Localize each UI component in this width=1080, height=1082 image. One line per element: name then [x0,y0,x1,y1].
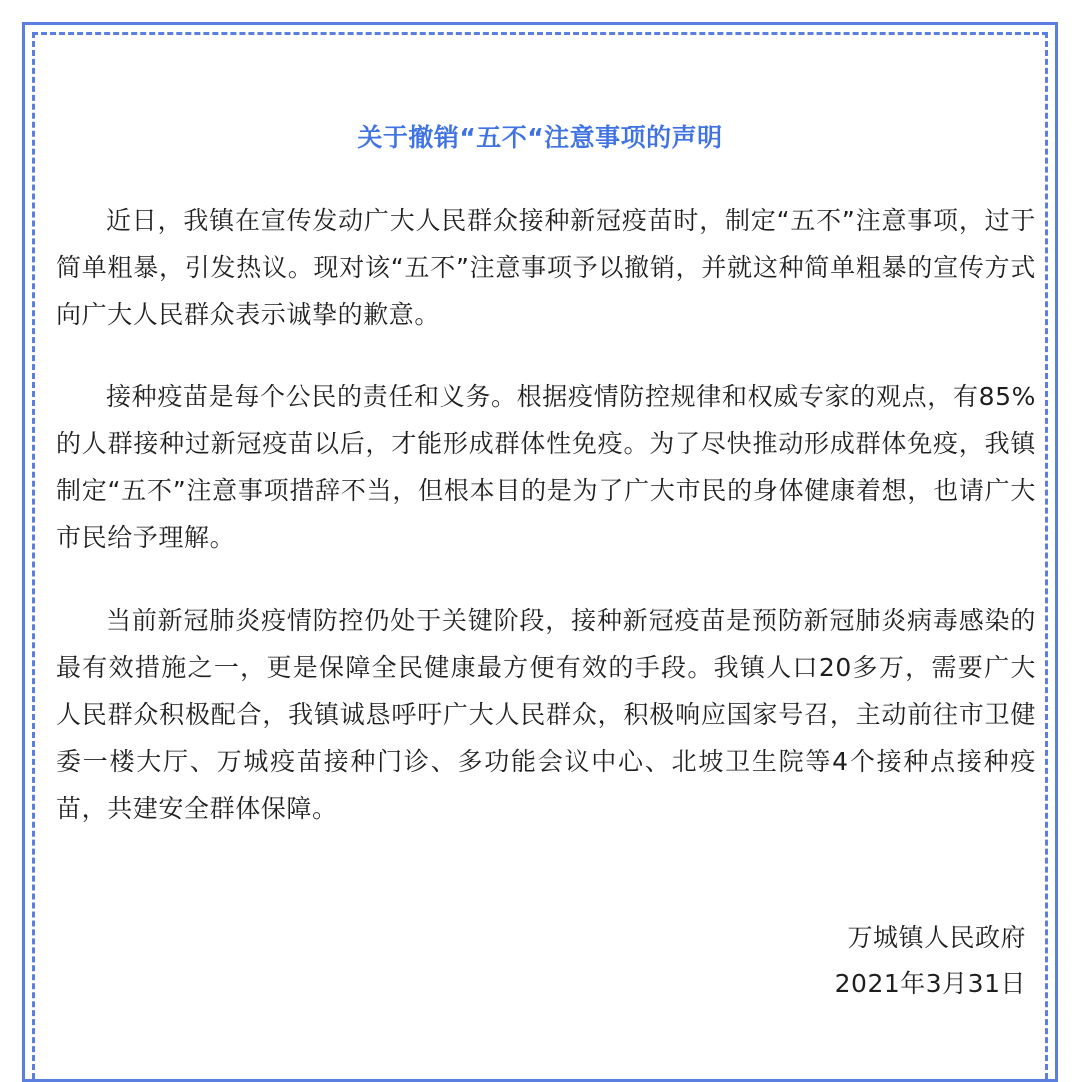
signature-organization: 万城镇人民政府 [847,923,1026,952]
paragraph-1: 近日，我镇在宣传发动广大人民群众接种新冠疫苗时，制定“五不”注意事项，过于简单粗暴，引发热议。现对该“五不”注意事项予以撤销，并就这种简单粗暴的宣传方式向广大人民群众表示诚挚的歉意。 [56,206,1036,329]
paragraph-2: 接种疫苗是每个公民的责任和义务。根据疫情防控规律和权威专家的观点，有85%的人群接种过新冠疫苗以后，才能形成群体性免疫。为了尽快推动形成群体免疫，我镇制定“五不”注意事项措辞不当，但根本目的是为了广大市民的身体健康着想，也请广大市民给予理解。 [56,382,1036,552]
paragraph-3: 当前新冠肺炎疫情防控仍处于关键阶段，接种新冠疫苗是预防新冠肺炎病毒感染的最有效措施之一，更是保障全民健康最方便有效的手段。我镇人口20多万，需要广大人民群众积极配合，我镇诚恳呼吁广大人民群众，积极响应国家号召，主动前往市卫健委一楼大厅、万城疫苗接种门诊、多功能会议中心、北坡卫生院等4个接种点接种疫苗，共建安全群体保障。 [56,606,1036,823]
document-title: 关于撤销“五不“注意事项的声明 [357,123,723,152]
signature-date: 2021年3月31日 [834,969,1026,998]
